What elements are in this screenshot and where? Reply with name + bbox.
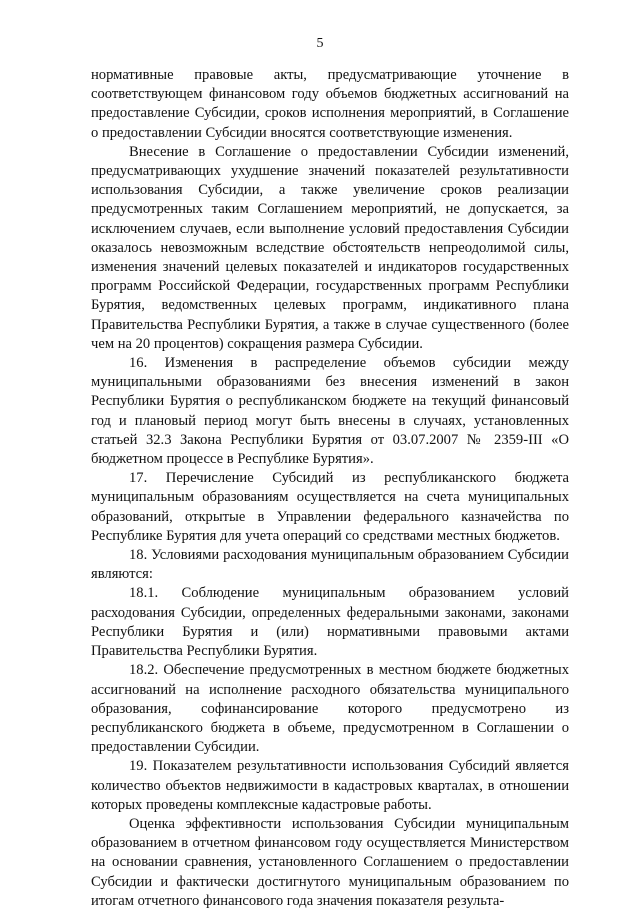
paragraph-19: 19. Показателем результативности использования Субсидий является количество объектов недвижимости в кадастровых кварталах, в отношении которых проведены комплексные кадастровые работы. xyxy=(91,758,569,813)
paragraph-18-2: 18.2. Обеспечение предусмотренных в местном бюджете бюджетных ассигнований на исполнение расходного обязательства муниципального образования, софинансирование которого предусмотрено из республиканского бюджета в объеме, предусмотренном в Соглашении о предоставлении Субсидии. xyxy=(91,662,569,756)
paragraph-efficiency-assessment: Оценка эффективности использования Субсидии муниципальным образованием в отчетном финансовом году осуществляется Министерством на основании сравнения, установленного Соглашением о предоставлении Субсидии и фактически достигнутого муниципальным образованием по итогам отчетного финансового года значения показателя результа- xyxy=(91,815,569,909)
page-number: 5 xyxy=(316,36,324,51)
paragraph-18: 18. Условиями расходования муниципальным образованием Субсидии являются: xyxy=(91,547,569,583)
paragraph-17: 17. Перечисление Субсидий из республиканского бюджета муниципальным образованиям осуществляется на счета муниципальных образований, открытые в Управлении федерального казначейства по Республике Бурятия для учета операций со средствами местных бюджетов. xyxy=(91,470,569,544)
paragraph-continuation: нормативные правовые акты, предусматривающие уточнение в соответствующем финансовом году объемов бюджетных ассигнований на предоставление Субсидии, сроков исполнения мероприятий, в Соглашение о предоставлении Субсидии вносятся соответствующие изменения. xyxy=(91,67,569,141)
document-body xyxy=(91,66,569,911)
paragraph-16: 16. Изменения в распределение объемов субсидии между муниципальными образованиями без внесения изменений в закон Республики Бурятия о республиканском бюджете на текущий финансовый год и плановый период могут быть внесены в случаях, установленных статьей 32.3 Закона Республики Бурятия от 03.07.2007 № 2359-III «О бюджетном процессе в Республике Бурятия». xyxy=(91,355,569,468)
paragraph-18-1: 18.1. Соблюдение муниципальным образованием условий расходования Субсидии, определенных федеральными законами, законами Республики Бурятия и (или) нормативными правовыми актами Правительства Республики Бурятия. xyxy=(91,585,569,660)
paragraph-agreement-changes: Внесение в Соглашение о предоставлении Субсидии изменений, предусматривающих ухудшение значений показателей результативности использования Субсидии, а также увеличение сроков реализации предусмотренных таким Соглашением мероприятий, не допускается, за исключением случаев, если выполнение условий предоставления Субсидии оказалось невозможным вследствие обстоятельств непреодолимой силы, изменения значений целевых показателей и индикаторов государственных программ Российской Федерации, государственных программ Республики Бурятия, ведомственных целевых программ, индикативного плана Правительства Республики Бурятия, а также в случае существенного (более чем на 20 процентов) сокращения размера Субсидии. xyxy=(91,143,569,352)
